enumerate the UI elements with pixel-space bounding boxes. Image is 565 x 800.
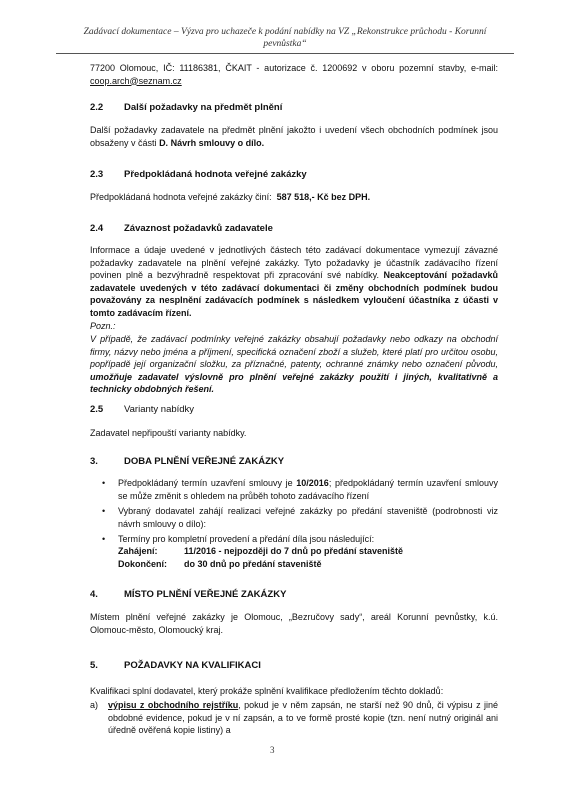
section-5-paragraph: Kvalifikaci splní dodavatel, který prokáže splnění kvalifikace předložením těchto dokladů: (90, 686, 444, 696)
section-number: 4. (90, 589, 98, 600)
paragraph-text: Další požadavky zadavatele na předmět plnění jakožto i uvedení všech obchodních podmínek jsou obsaženy v části (90, 125, 498, 148)
list-item (102, 477, 498, 502)
item-text-continued: ; předpokládaný termín uzavření smlouvy se může změnit s ohledem na průběh tohoto zadávacího řízení (118, 478, 498, 501)
section-title: Varianty nabídky (124, 404, 195, 415)
email-link[interactable]: coop.arch@seznam.cz (90, 75, 182, 86)
end-value: do 30 dnů po předání staveniště (184, 558, 322, 569)
section-2-4-heading (90, 223, 273, 234)
section-title: Další požadavky na předmět plnění (124, 102, 283, 113)
section-2-2-heading (90, 102, 282, 113)
section-title: DOBA PLNĚNÍ VEŘEJNÉ ZAKÁZKY (124, 456, 285, 467)
section-5-heading (90, 660, 261, 671)
intro-paragraph (90, 62, 498, 87)
section-2-3-paragraph (90, 191, 498, 204)
section-title: Závaznost požadavků zadavatele (124, 223, 273, 234)
section-3-list (102, 477, 498, 546)
bullet-icon: • (102, 478, 106, 488)
section-number: 2.2 (90, 102, 104, 113)
section-3-heading (90, 456, 284, 467)
end-label: Dokončení: (118, 558, 168, 569)
bullet-icon: • (102, 506, 106, 516)
table-row (118, 558, 403, 571)
section-2-2-paragraph (90, 124, 498, 149)
bullet-icon: • (102, 534, 106, 544)
section-title: POŽADAVKY NA KVALIFIKACI (124, 660, 261, 671)
note-bold-text: umožňuje zadavatel výslovně pro plnění veřejné zakázky použití i jiných, kvalitativně a technicky obdobných řešení. (90, 371, 498, 394)
section-2-4-note (90, 333, 498, 396)
section-title: MÍSTO PLNĚNÍ VEŘEJNÉ ZAKÁZKY (124, 589, 287, 600)
table-row (118, 545, 403, 558)
paragraph-bold-text: D. Návrh smlouvy o dílo. (159, 137, 265, 148)
section-5-list-item-a (90, 699, 498, 737)
item-body (108, 699, 498, 737)
section-number: 2.3 (90, 169, 104, 180)
page-header (60, 26, 510, 50)
header-rule (56, 53, 514, 54)
section-2-5-paragraph: Zadavatel nepřipouští varianty nabídky. (90, 428, 247, 438)
section-number: 3. (90, 456, 98, 467)
contract-date: 10/2016 (296, 478, 329, 488)
note-text: V případě, že zadávací podmínky veřejné zakázky obsahují požadavky nebo odkazy na obchodní firmy, názvy nebo jména a příjmení, specifická označení zboží a služeb, které platí pro určitou osobu, popřípadě její organizační složku, za příznačné, patenty, ochranné známky nebo označení původu, (90, 334, 498, 369)
section-number: 2.4 (90, 223, 104, 234)
item-text: , pokud je v něm zapsán, ne starší než 90 dnů, či výpisu z jiné obdobné evidence, pokud je v ní zapsán, a to ve formě prosté kopie (tzn. není nutný originál ani úředně ověřená kopie listiny) a (108, 700, 498, 735)
item-bold-text: výpisu z obchodního rejstříku (108, 700, 239, 710)
section-number: 5. (90, 660, 98, 671)
paragraph-text: Informace a údaje uvedené v jednotlivých částech této zadávací dokumentace vymezují závazné požadavky zadavatele na plnění veřejné zakázky. Tyto požadavky je účastník zadávacího řízení povinen plně a bezvýhradně respektovat při zpracování své nabídky. (90, 245, 498, 280)
start-value: 11/2016 - nejpozději do 7 dnů po předání staveniště (184, 546, 404, 556)
list-item (102, 533, 498, 546)
page-number: 3 (270, 745, 275, 755)
section-2-4-paragraph (90, 244, 498, 319)
header-line-1: Zadávací dokumentace – Výzva pro uchazeče k podání nabídky na VZ „Rekonstrukce průchodu - Korunní (83, 27, 487, 37)
intro-text: 77200 Olomouc, IČ: 11186381, ČKAIT - autorizace č. 1200692 v oboru pozemní stavby, e-mail: (90, 63, 498, 73)
list-item (102, 505, 498, 530)
estimated-value: 587 518,- Kč bez DPH. (276, 192, 371, 202)
item-text: Předpokládaný termín uzavření smlouvy je (118, 478, 293, 488)
item-text: Termíny pro kompletní provedení a předání díla jsou následující: (118, 534, 375, 544)
terms-table (118, 545, 403, 570)
section-2-4-note-label: Pozn.: (90, 321, 116, 331)
paragraph-text: Předpokládaná hodnota veřejné zakázky činí: (90, 192, 272, 202)
start-label: Zahájení: (118, 546, 158, 556)
paragraph-bold-text: Neakceptování požadavků zadavatele uvedených v této zadávací dokumentaci či změny obchodních podmínek budou považovány za nesplnění zadávacích podmínek s následkem vyloučení účastníka z účasti v tomto zadávacím řízení. (90, 270, 498, 318)
header-line-2: pevnůstka“ (263, 39, 307, 49)
item-label: a) (90, 700, 99, 710)
section-4-heading (90, 589, 286, 600)
item-text: Vybraný dodavatel zahájí realizaci veřejné zakázky po předání staveniště (podrobnosti viz návrh smlouvy o dílo): (118, 506, 498, 529)
section-4-paragraph: Místem plnění veřejné zakázky je Olomouc, „Bezručovy sady“, areál Korunní pevnůstky, k.ú. Olomouc-město, Olomoucký kraj. (90, 612, 498, 635)
section-2-5-heading (90, 404, 194, 415)
section-number: 2.5 (90, 404, 104, 415)
section-title: Předpokládaná hodnota veřejné zakázky (124, 169, 307, 180)
section-2-3-heading (90, 169, 307, 180)
